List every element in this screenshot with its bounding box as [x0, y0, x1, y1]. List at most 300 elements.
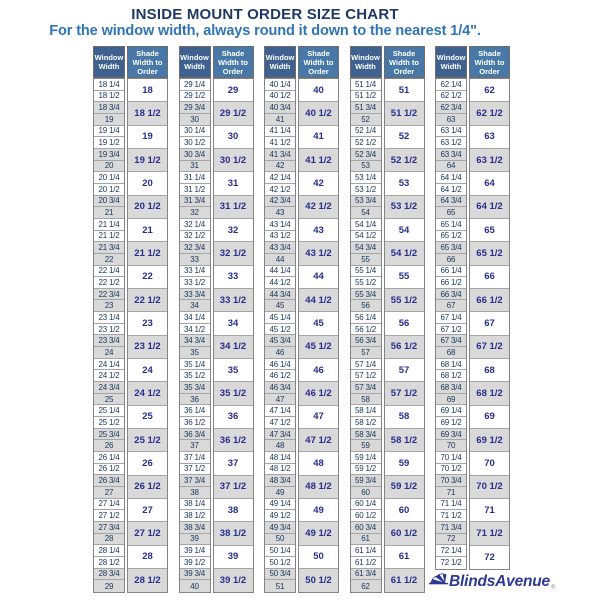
window-width-cell: 34 — [180, 300, 210, 312]
shade-width-cell: 63 1/2 — [470, 149, 509, 172]
shade-width-cell: 36 — [214, 406, 253, 429]
shade-width-cell: 69 1/2 — [470, 429, 509, 452]
window-width-cell: 47 3/4 — [265, 429, 295, 441]
window-width-cell: 36 — [180, 394, 210, 406]
awning-fan-icon — [429, 571, 448, 590]
window-width-cell: 27 3/4 — [94, 522, 124, 534]
shade-width-cell: 32 1/2 — [214, 242, 253, 265]
shade-width-cell: 40 1/2 — [299, 102, 338, 125]
window-width-cell: 64 1/2 — [436, 184, 466, 196]
window-width-cell: 39 1/4 — [180, 545, 210, 557]
window-width-cell: 61 1/2 — [351, 557, 381, 569]
window-width-cell: 43 1/4 — [265, 219, 295, 231]
window-width-cell: 26 1/4 — [94, 452, 124, 464]
window-width-cell: 56 1/4 — [351, 312, 381, 324]
window-width-cell: 34 1/2 — [180, 324, 210, 336]
window-width-header: Window Width — [264, 46, 296, 78]
window-width-cell: 34 1/4 — [180, 312, 210, 324]
window-width-cell: 36 1/4 — [180, 405, 210, 417]
window-width-cell: 52 1/4 — [351, 126, 381, 138]
shade-width-cell: 52 — [385, 126, 424, 149]
window-width-cell: 65 1/4 — [436, 219, 466, 231]
window-width-cell: 57 1/4 — [351, 359, 381, 371]
shade-width-cell: 50 1/2 — [299, 569, 338, 592]
window-width-cell: 20 3/4 — [94, 196, 124, 208]
window-width-cell: 57 — [351, 347, 381, 359]
window-width-cell: 47 — [265, 394, 295, 406]
shade-width-cell: 67 1/2 — [470, 336, 509, 359]
window-width-cell: 37 1/2 — [180, 464, 210, 476]
window-width-cell: 25 1/4 — [94, 405, 124, 417]
window-width-cell: 58 1/2 — [351, 417, 381, 429]
shade-width-column — [213, 78, 254, 593]
shade-width-cell: 32 — [214, 219, 253, 242]
column-group — [435, 46, 510, 568]
window-width-cell: 46 3/4 — [265, 382, 295, 394]
shade-width-cell: 54 — [385, 219, 424, 242]
window-width-cell: 64 — [436, 161, 466, 173]
window-width-cell: 68 1/2 — [436, 370, 466, 382]
window-width-cell: 67 — [436, 300, 466, 312]
shade-width-cell: 18 1/2 — [128, 102, 167, 125]
shade-width-cell: 56 — [385, 312, 424, 335]
shade-width-cell: 31 1/2 — [214, 196, 253, 219]
window-width-cell: 70 1/2 — [436, 464, 466, 476]
window-width-cell: 53 1/2 — [351, 184, 381, 196]
shade-width-column — [127, 78, 168, 593]
window-width-cell: 38 1/2 — [180, 510, 210, 522]
shade-width-cell: 56 1/2 — [385, 336, 424, 359]
window-width-cell: 68 — [436, 347, 466, 359]
window-width-cell: 31 1/4 — [180, 172, 210, 184]
window-width-cell: 50 1/4 — [265, 545, 295, 557]
shade-width-cell: 21 — [128, 219, 167, 242]
window-width-cell: 30 1/4 — [180, 126, 210, 138]
shade-width-cell: 20 1/2 — [128, 196, 167, 219]
shade-width-cell: 59 1/2 — [385, 476, 424, 499]
window-width-cell: 62 3/4 — [436, 102, 466, 114]
window-width-cell: 64 3/4 — [436, 196, 466, 208]
shade-width-cell: 53 — [385, 172, 424, 195]
shade-width-cell: 30 — [214, 126, 253, 149]
window-width-cell: 70 1/4 — [436, 452, 466, 464]
window-width-cell: 23 — [94, 300, 124, 312]
window-width-cell: 23 1/2 — [94, 324, 124, 336]
shade-width-cell: 43 1/2 — [299, 242, 338, 265]
window-width-cell: 44 1/4 — [265, 266, 295, 278]
shade-width-cell: 33 — [214, 266, 253, 289]
window-width-cell: 33 1/2 — [180, 277, 210, 289]
shade-width-cell: 60 — [385, 499, 424, 522]
shade-width-cell: 59 — [385, 452, 424, 475]
shade-width-cell: 55 — [385, 266, 424, 289]
shade-width-cell: 47 1/2 — [299, 429, 338, 452]
window-width-cell: 43 — [265, 207, 295, 219]
window-width-cell: 46 — [265, 347, 295, 359]
window-width-column — [350, 78, 382, 593]
shade-width-cell: 25 1/2 — [128, 429, 167, 452]
window-width-cell: 33 1/4 — [180, 266, 210, 278]
window-width-cell: 30 1/2 — [180, 137, 210, 149]
window-width-cell: 49 1/4 — [265, 499, 295, 511]
window-width-cell: 31 1/2 — [180, 184, 210, 196]
window-width-cell: 55 1/2 — [351, 277, 381, 289]
window-width-cell: 42 3/4 — [265, 196, 295, 208]
shade-width-cell: 57 1/2 — [385, 382, 424, 405]
window-width-cell: 67 1/2 — [436, 324, 466, 336]
window-width-cell: 39 — [180, 534, 210, 546]
window-width-cell: 71 3/4 — [436, 522, 466, 534]
window-width-cell: 71 1/2 — [436, 510, 466, 522]
shade-width-cell: 26 — [128, 452, 167, 475]
window-width-cell: 51 1/2 — [351, 91, 381, 103]
shade-width-cell: 45 — [299, 312, 338, 335]
window-width-cell: 55 3/4 — [351, 289, 381, 301]
window-width-cell: 35 1/2 — [180, 370, 210, 382]
shade-width-column — [384, 78, 425, 593]
window-width-cell: 69 1/2 — [436, 417, 466, 429]
window-width-cell: 35 3/4 — [180, 382, 210, 394]
shade-width-cell: 33 1/2 — [214, 289, 253, 312]
shade-width-cell: 57 — [385, 359, 424, 382]
shade-width-header: Shade Width to Order — [213, 46, 254, 78]
window-width-cell: 20 1/2 — [94, 184, 124, 196]
window-width-cell: 71 — [436, 487, 466, 499]
window-width-cell: 19 1/2 — [94, 137, 124, 149]
window-width-cell: 49 — [265, 487, 295, 499]
shade-width-cell: 70 1/2 — [470, 476, 509, 499]
window-width-cell: 40 1/2 — [265, 91, 295, 103]
shade-width-cell: 54 1/2 — [385, 242, 424, 265]
shade-width-cell: 22 1/2 — [128, 289, 167, 312]
shade-width-cell: 35 — [214, 359, 253, 382]
shade-width-cell: 36 1/2 — [214, 429, 253, 452]
window-width-cell: 63 1/4 — [436, 126, 466, 138]
window-width-cell: 32 1/4 — [180, 219, 210, 231]
shade-width-cell: 28 1/2 — [128, 569, 167, 592]
shade-width-cell: 61 1/2 — [385, 569, 424, 592]
window-width-cell: 24 1/4 — [94, 359, 124, 371]
window-width-cell: 53 1/4 — [351, 172, 381, 184]
window-width-cell: 29 — [94, 580, 124, 592]
window-width-cell: 67 1/4 — [436, 312, 466, 324]
window-width-cell: 66 — [436, 254, 466, 266]
window-width-cell: 66 1/4 — [436, 266, 466, 278]
window-width-cell: 69 3/4 — [436, 429, 466, 441]
window-width-cell: 35 — [180, 347, 210, 359]
window-width-cell: 67 3/4 — [436, 335, 466, 347]
window-width-cell: 45 1/2 — [265, 324, 295, 336]
shade-width-cell: 38 — [214, 499, 253, 522]
window-width-cell: 55 1/4 — [351, 266, 381, 278]
window-width-cell: 39 1/2 — [180, 557, 210, 569]
window-width-cell: 49 1/2 — [265, 510, 295, 522]
shade-width-cell: 48 1/2 — [299, 476, 338, 499]
column-group — [93, 46, 168, 591]
window-width-cell: 62 1/4 — [436, 79, 466, 91]
window-width-cell: 46 1/4 — [265, 359, 295, 371]
shade-width-cell: 41 1/2 — [299, 149, 338, 172]
window-width-cell: 28 — [94, 534, 124, 546]
window-width-cell: 47 1/2 — [265, 417, 295, 429]
window-width-cell: 59 3/4 — [351, 475, 381, 487]
window-width-cell: 32 1/2 — [180, 231, 210, 243]
window-width-cell: 39 3/4 — [180, 569, 210, 581]
window-width-cell: 59 — [351, 440, 381, 452]
window-width-cell: 70 — [436, 440, 466, 452]
shade-width-cell: 34 1/2 — [214, 336, 253, 359]
window-width-cell: 46 1/2 — [265, 370, 295, 382]
shade-width-cell: 35 1/2 — [214, 382, 253, 405]
window-width-cell: 65 3/4 — [436, 242, 466, 254]
shade-width-cell: 23 1/2 — [128, 336, 167, 359]
window-width-cell: 66 3/4 — [436, 289, 466, 301]
column-group — [264, 46, 339, 591]
window-width-cell: 22 — [94, 254, 124, 266]
shade-width-header: Shade Width to Order — [298, 46, 339, 78]
shade-width-cell: 24 — [128, 359, 167, 382]
window-width-cell: 50 1/2 — [265, 557, 295, 569]
window-width-cell: 42 1/4 — [265, 172, 295, 184]
window-width-cell: 21 1/4 — [94, 219, 124, 231]
shade-width-cell: 45 1/2 — [299, 336, 338, 359]
shade-width-cell: 29 — [214, 79, 253, 102]
window-width-cell: 32 — [180, 207, 210, 219]
window-width-cell: 54 1/4 — [351, 219, 381, 231]
window-width-cell: 40 1/4 — [265, 79, 295, 91]
shade-width-cell: 58 1/2 — [385, 429, 424, 452]
shade-width-cell: 66 — [470, 266, 509, 289]
shade-width-column — [298, 78, 339, 593]
window-width-cell: 31 3/4 — [180, 196, 210, 208]
shade-width-cell: 55 1/2 — [385, 289, 424, 312]
window-width-cell: 28 1/4 — [94, 545, 124, 557]
shade-width-cell: 19 1/2 — [128, 149, 167, 172]
window-width-cell: 57 1/2 — [351, 370, 381, 382]
window-width-column — [179, 78, 211, 593]
window-width-cell: 70 3/4 — [436, 475, 466, 487]
window-width-cell: 51 3/4 — [351, 102, 381, 114]
window-width-column — [264, 78, 296, 593]
shade-width-cell: 58 — [385, 406, 424, 429]
window-width-cell: 25 3/4 — [94, 429, 124, 441]
window-width-cell: 43 3/4 — [265, 242, 295, 254]
shade-width-cell: 38 1/2 — [214, 522, 253, 545]
window-width-cell: 44 1/2 — [265, 277, 295, 289]
shade-width-cell: 60 1/2 — [385, 522, 424, 545]
window-width-cell: 24 — [94, 347, 124, 359]
window-width-cell: 58 — [351, 394, 381, 406]
window-width-cell: 19 3/4 — [94, 149, 124, 161]
shade-width-cell: 63 — [470, 126, 509, 149]
window-width-cell: 37 1/4 — [180, 452, 210, 464]
shade-width-cell: 27 1/2 — [128, 522, 167, 545]
window-width-cell: 37 3/4 — [180, 475, 210, 487]
window-width-cell: 33 — [180, 254, 210, 266]
window-width-cell: 40 — [180, 580, 210, 592]
window-width-cell: 25 — [94, 394, 124, 406]
window-width-cell: 68 3/4 — [436, 382, 466, 394]
window-width-cell: 65 1/2 — [436, 231, 466, 243]
window-width-cell: 20 — [94, 161, 124, 173]
shade-width-cell: 52 1/2 — [385, 149, 424, 172]
window-width-cell: 30 — [180, 114, 210, 126]
chart-subtitle: For the window width, always round it down to the nearest 1/4". — [49, 23, 481, 39]
window-width-cell: 62 — [351, 580, 381, 592]
window-width-cell: 19 1/4 — [94, 126, 124, 138]
window-width-cell: 52 1/2 — [351, 137, 381, 149]
window-width-cell: 56 — [351, 300, 381, 312]
shade-width-cell: 25 — [128, 406, 167, 429]
window-width-cell: 45 — [265, 300, 295, 312]
shade-width-cell: 70 — [470, 452, 509, 475]
shade-width-cell: 68 — [470, 359, 509, 382]
window-width-cell: 43 1/2 — [265, 231, 295, 243]
window-width-cell: 62 1/2 — [436, 91, 466, 103]
window-width-cell: 61 1/4 — [351, 545, 381, 557]
window-width-cell: 59 1/2 — [351, 464, 381, 476]
shade-width-cell: 19 — [128, 126, 167, 149]
window-width-cell: 24 1/2 — [94, 370, 124, 382]
window-width-cell: 44 3/4 — [265, 289, 295, 301]
window-width-cell: 64 1/4 — [436, 172, 466, 184]
window-width-cell: 42 1/2 — [265, 184, 295, 196]
shade-width-cell: 67 — [470, 312, 509, 335]
window-width-cell: 72 1/2 — [436, 557, 466, 569]
shade-width-cell: 40 — [299, 79, 338, 102]
window-width-cell: 65 — [436, 207, 466, 219]
window-width-cell: 31 — [180, 161, 210, 173]
window-width-cell: 36 3/4 — [180, 429, 210, 441]
window-width-cell: 48 1/2 — [265, 464, 295, 476]
window-width-cell: 68 1/4 — [436, 359, 466, 371]
shade-width-cell: 29 1/2 — [214, 102, 253, 125]
shade-width-cell: 65 1/2 — [470, 242, 509, 265]
window-width-cell: 25 1/2 — [94, 417, 124, 429]
window-width-cell: 41 1/2 — [265, 137, 295, 149]
shade-width-cell: 49 1/2 — [299, 522, 338, 545]
window-width-cell: 60 — [351, 487, 381, 499]
window-width-cell: 41 1/4 — [265, 126, 295, 138]
window-width-cell: 32 3/4 — [180, 242, 210, 254]
window-width-cell: 27 — [94, 487, 124, 499]
shade-width-cell: 47 — [299, 406, 338, 429]
shade-width-cell: 39 — [214, 546, 253, 569]
window-width-cell: 45 1/4 — [265, 312, 295, 324]
window-width-cell: 51 — [265, 580, 295, 592]
window-width-cell: 69 1/4 — [436, 405, 466, 417]
shade-width-cell: 53 1/2 — [385, 196, 424, 219]
shade-width-cell: 44 — [299, 266, 338, 289]
window-width-cell: 40 3/4 — [265, 102, 295, 114]
chart-title: INSIDE MOUNT ORDER SIZE CHART — [131, 6, 399, 23]
shade-width-cell: 22 — [128, 266, 167, 289]
column-group — [350, 46, 425, 591]
window-width-cell: 45 3/4 — [265, 335, 295, 347]
window-width-cell: 26 1/2 — [94, 464, 124, 476]
window-width-cell: 38 1/4 — [180, 499, 210, 511]
shade-width-cell: 42 — [299, 172, 338, 195]
window-width-column — [435, 78, 467, 570]
window-width-cell: 60 1/2 — [351, 510, 381, 522]
shade-width-header: Shade Width to Order — [469, 46, 510, 78]
window-width-cell: 61 — [351, 534, 381, 546]
shade-width-cell: 44 1/2 — [299, 289, 338, 312]
window-width-cell: 18 3/4 — [94, 102, 124, 114]
shade-width-cell: 24 1/2 — [128, 382, 167, 405]
shade-width-header: Shade Width to Order — [127, 46, 168, 78]
window-width-cell: 21 1/2 — [94, 231, 124, 243]
shade-width-cell: 64 — [470, 172, 509, 195]
window-width-cell: 66 1/2 — [436, 277, 466, 289]
window-width-cell: 50 — [265, 534, 295, 546]
window-width-cell: 61 3/4 — [351, 569, 381, 581]
shade-width-column — [469, 78, 510, 570]
shade-width-cell: 48 — [299, 452, 338, 475]
window-width-cell: 72 1/4 — [436, 545, 466, 557]
shade-width-cell: 65 — [470, 219, 509, 242]
window-width-header: Window Width — [435, 46, 467, 78]
window-width-cell: 63 1/2 — [436, 137, 466, 149]
window-width-cell: 20 1/4 — [94, 172, 124, 184]
shade-width-cell: 69 — [470, 406, 509, 429]
shade-width-cell: 37 — [214, 452, 253, 475]
window-width-cell: 18 1/4 — [94, 79, 124, 91]
window-width-cell: 63 3/4 — [436, 149, 466, 161]
window-width-cell: 63 — [436, 114, 466, 126]
window-width-cell: 30 3/4 — [180, 149, 210, 161]
window-width-cell: 71 1/4 — [436, 499, 466, 511]
shade-width-cell: 50 — [299, 546, 338, 569]
shade-width-cell: 68 1/2 — [470, 382, 509, 405]
shade-width-cell: 30 1/2 — [214, 149, 253, 172]
window-width-cell: 57 3/4 — [351, 382, 381, 394]
window-width-cell: 28 3/4 — [94, 569, 124, 581]
window-width-cell: 60 1/4 — [351, 499, 381, 511]
window-width-cell: 36 1/2 — [180, 417, 210, 429]
window-width-cell: 56 1/2 — [351, 324, 381, 336]
window-width-cell: 21 — [94, 207, 124, 219]
window-width-cell: 27 1/4 — [94, 499, 124, 511]
window-width-cell: 52 — [351, 114, 381, 126]
window-width-cell: 28 1/2 — [94, 557, 124, 569]
window-width-cell: 29 1/4 — [180, 79, 210, 91]
window-width-cell: 33 3/4 — [180, 289, 210, 301]
shade-width-cell: 18 — [128, 79, 167, 102]
window-width-cell: 24 3/4 — [94, 382, 124, 394]
window-width-cell: 48 1/4 — [265, 452, 295, 464]
window-width-cell: 37 — [180, 440, 210, 452]
window-width-cell: 58 1/4 — [351, 405, 381, 417]
window-width-cell: 47 1/4 — [265, 405, 295, 417]
window-width-cell: 41 — [265, 114, 295, 126]
window-width-cell: 21 3/4 — [94, 242, 124, 254]
window-width-cell: 48 3/4 — [265, 475, 295, 487]
blindsavenue-logo — [429, 571, 555, 591]
window-width-cell: 44 — [265, 254, 295, 266]
shade-width-cell: 46 — [299, 359, 338, 382]
shade-width-cell: 51 — [385, 79, 424, 102]
window-width-cell: 34 3/4 — [180, 335, 210, 347]
window-width-cell: 29 3/4 — [180, 102, 210, 114]
shade-width-cell: 34 — [214, 312, 253, 335]
window-width-header: Window Width — [179, 46, 211, 78]
window-width-cell: 18 1/2 — [94, 91, 124, 103]
shade-width-cell: 21 1/2 — [128, 242, 167, 265]
window-width-cell: 54 3/4 — [351, 242, 381, 254]
window-width-cell: 38 — [180, 487, 210, 499]
window-width-cell: 26 — [94, 440, 124, 452]
